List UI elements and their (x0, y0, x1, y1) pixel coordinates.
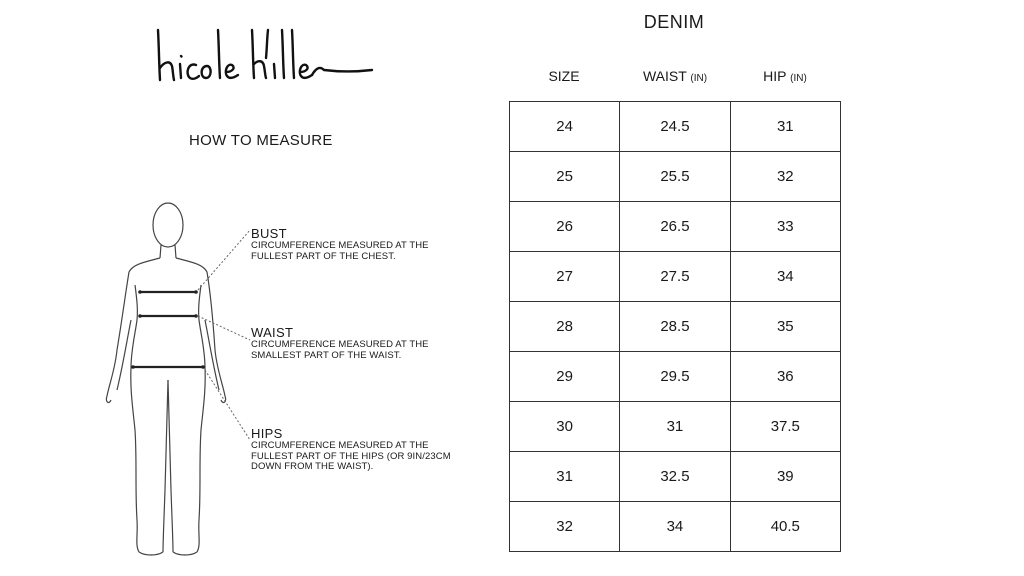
denim-size-table (509, 101, 841, 552)
hips-note (251, 427, 451, 473)
size-cell: 27 (510, 252, 620, 302)
waist-cell: 26.5 (620, 202, 730, 252)
hip-header-unit: (IN) (790, 73, 807, 84)
waist-cell: 25.5 (620, 152, 730, 202)
hip-cell: 36 (730, 352, 840, 402)
waist-column-header (620, 68, 730, 84)
hips-leader (205, 370, 250, 440)
size-cell: 25 (510, 152, 620, 202)
bust-heading: BUST (251, 226, 287, 241)
hip-cell: 31 (730, 102, 840, 152)
hip-cell: 37.5 (730, 402, 840, 452)
nicole-miller-logo (150, 18, 380, 90)
leader-lines (95, 200, 265, 570)
bust-leader (198, 230, 250, 290)
chart-title: DENIM (643, 12, 705, 32)
waist-heading: WAIST (251, 325, 294, 340)
size-header-label: SIZE (548, 68, 580, 84)
waist-description: CIRCUMFERENCE MEASURED AT THE SMALLEST PART OF THE WAIST. (251, 339, 429, 361)
hip-cell: 40.5 (730, 502, 840, 552)
hip-column-header (730, 68, 840, 84)
waist-cell: 24.5 (620, 102, 730, 152)
table-row (510, 302, 841, 352)
waist-cell: 32.5 (620, 452, 730, 502)
size-cell: 30 (510, 402, 620, 452)
table-row (510, 352, 841, 402)
hip-header-label: HIP (763, 68, 787, 84)
table-row (510, 452, 841, 502)
size-cell: 24 (510, 102, 620, 152)
hip-cell: 32 (730, 152, 840, 202)
table-row (510, 102, 841, 152)
waist-cell: 34 (620, 502, 730, 552)
waist-cell: 28.5 (620, 302, 730, 352)
hip-cell: 33 (730, 202, 840, 252)
table-row (510, 152, 841, 202)
waist-cell: 31 (620, 402, 730, 452)
hip-cell: 35 (730, 302, 840, 352)
table-row (510, 252, 841, 302)
waist-header-label: WAIST (642, 68, 687, 84)
waist-note (251, 326, 451, 361)
size-cell: 31 (510, 452, 620, 502)
size-column-header (509, 68, 619, 84)
waist-cell: 27.5 (620, 252, 730, 302)
waist-leader (198, 316, 250, 340)
table-row (510, 502, 841, 552)
bust-description: CIRCUMFERENCE MEASURED AT THE FULLEST PART OF THE CHEST. (251, 240, 429, 262)
hip-cell: 34 (730, 252, 840, 302)
hips-description: CIRCUMFERENCE MEASURED AT THE FULLEST PART OF THE HIPS (OR 9IN/23CM DOWN FROM THE WAIST). (251, 440, 451, 472)
size-cell: 28 (510, 302, 620, 352)
size-cell: 32 (510, 502, 620, 552)
table-row (510, 202, 841, 252)
size-cell: 29 (510, 352, 620, 402)
bust-note (251, 227, 451, 262)
hips-heading: HIPS (251, 426, 283, 441)
waist-cell: 29.5 (620, 352, 730, 402)
size-cell: 26 (510, 202, 620, 252)
how-to-measure-title: HOW TO MEASURE (189, 132, 333, 149)
table-row (510, 402, 841, 452)
hip-cell: 39 (730, 452, 840, 502)
waist-header-unit: (IN) (690, 73, 708, 84)
